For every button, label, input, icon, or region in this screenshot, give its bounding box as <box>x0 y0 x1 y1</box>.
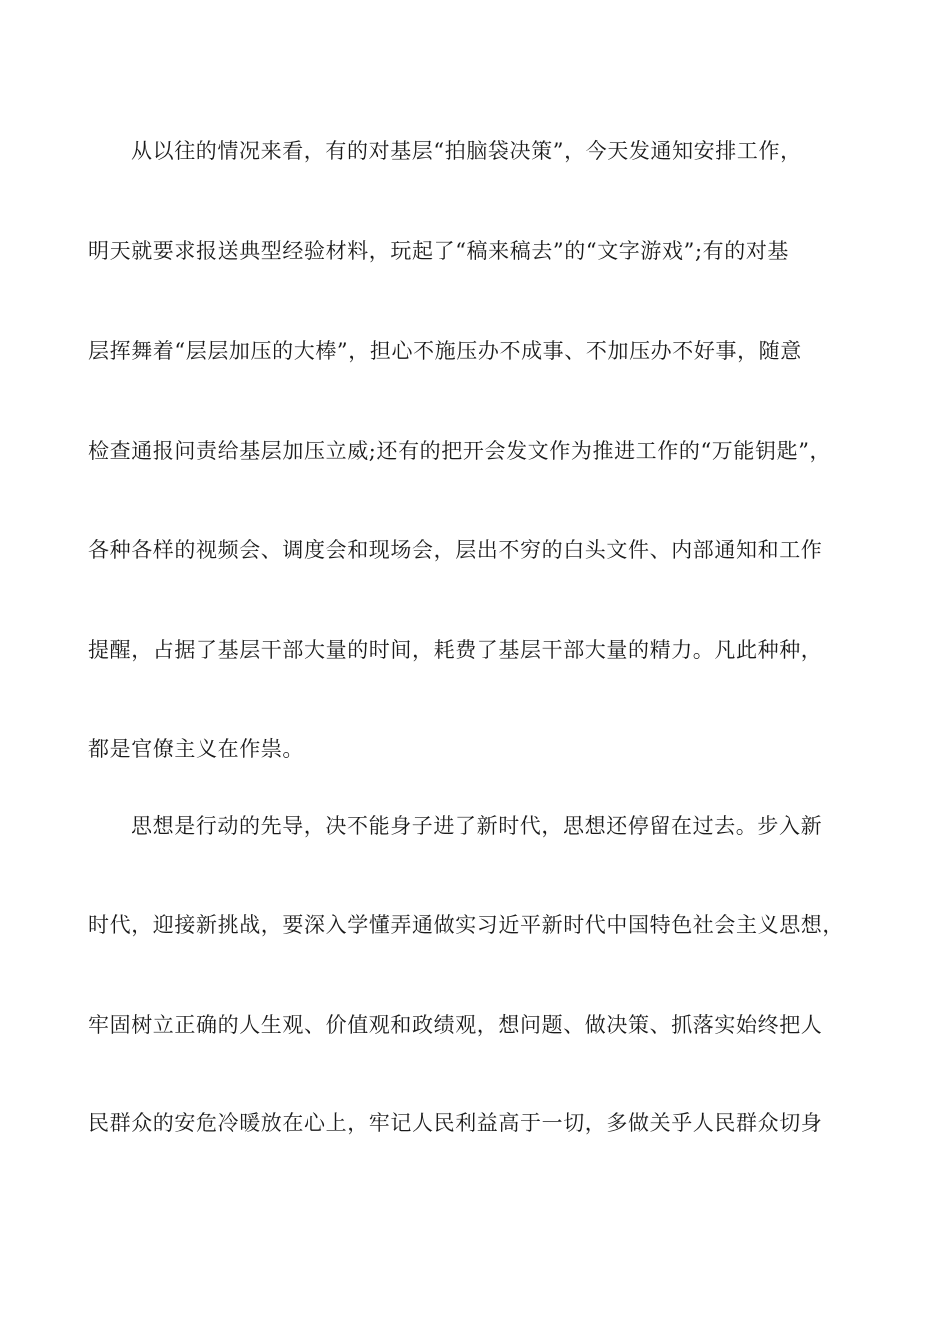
paragraph-line: 思想是行动的先导，决不能身子进了新时代，思想还停留在过去。步入新 <box>131 814 823 838</box>
paragraph-line: 层挥舞着“层层加压的大棒”，担心不施压办不成事、不加压办不好事，随意 <box>88 339 802 363</box>
paragraph-line: 牢固树立正确的人生观、价值观和政绩观，想问题、做决策、抓落实始终把人 <box>88 1013 823 1037</box>
paragraph-line: 民群众的安危冷暖放在心上，牢记人民利益高于一切，多做关乎人民群众切身 <box>88 1111 823 1135</box>
paragraph-line: 时代，迎接新挑战，要深入学懂弄通做实习近平新时代中国特色社会主义思想， <box>88 913 844 937</box>
paragraph-line: 各种各样的视频会、调度会和现场会，层出不穷的白头文件、内部通知和工作 <box>88 538 823 562</box>
paragraph-line: 都是官僚主义在作祟。 <box>88 737 304 761</box>
paragraph-line: 从以往的情况来看，有的对基层“拍脑袋决策”，今天发通知安排工作， <box>131 139 802 163</box>
paragraph-line: 检查通报问责给基层加压立威;还有的把开会发文作为推进工作的“万能钥匙”， <box>88 439 832 463</box>
paragraph-line: 提醒，占据了基层干部大量的时间，耗费了基层干部大量的精力。凡此种种， <box>88 638 823 662</box>
paragraph-line: 明天就要求报送典型经验材料，玩起了“稿来稿去”的“文字游戏”;有的对基 <box>88 239 790 263</box>
